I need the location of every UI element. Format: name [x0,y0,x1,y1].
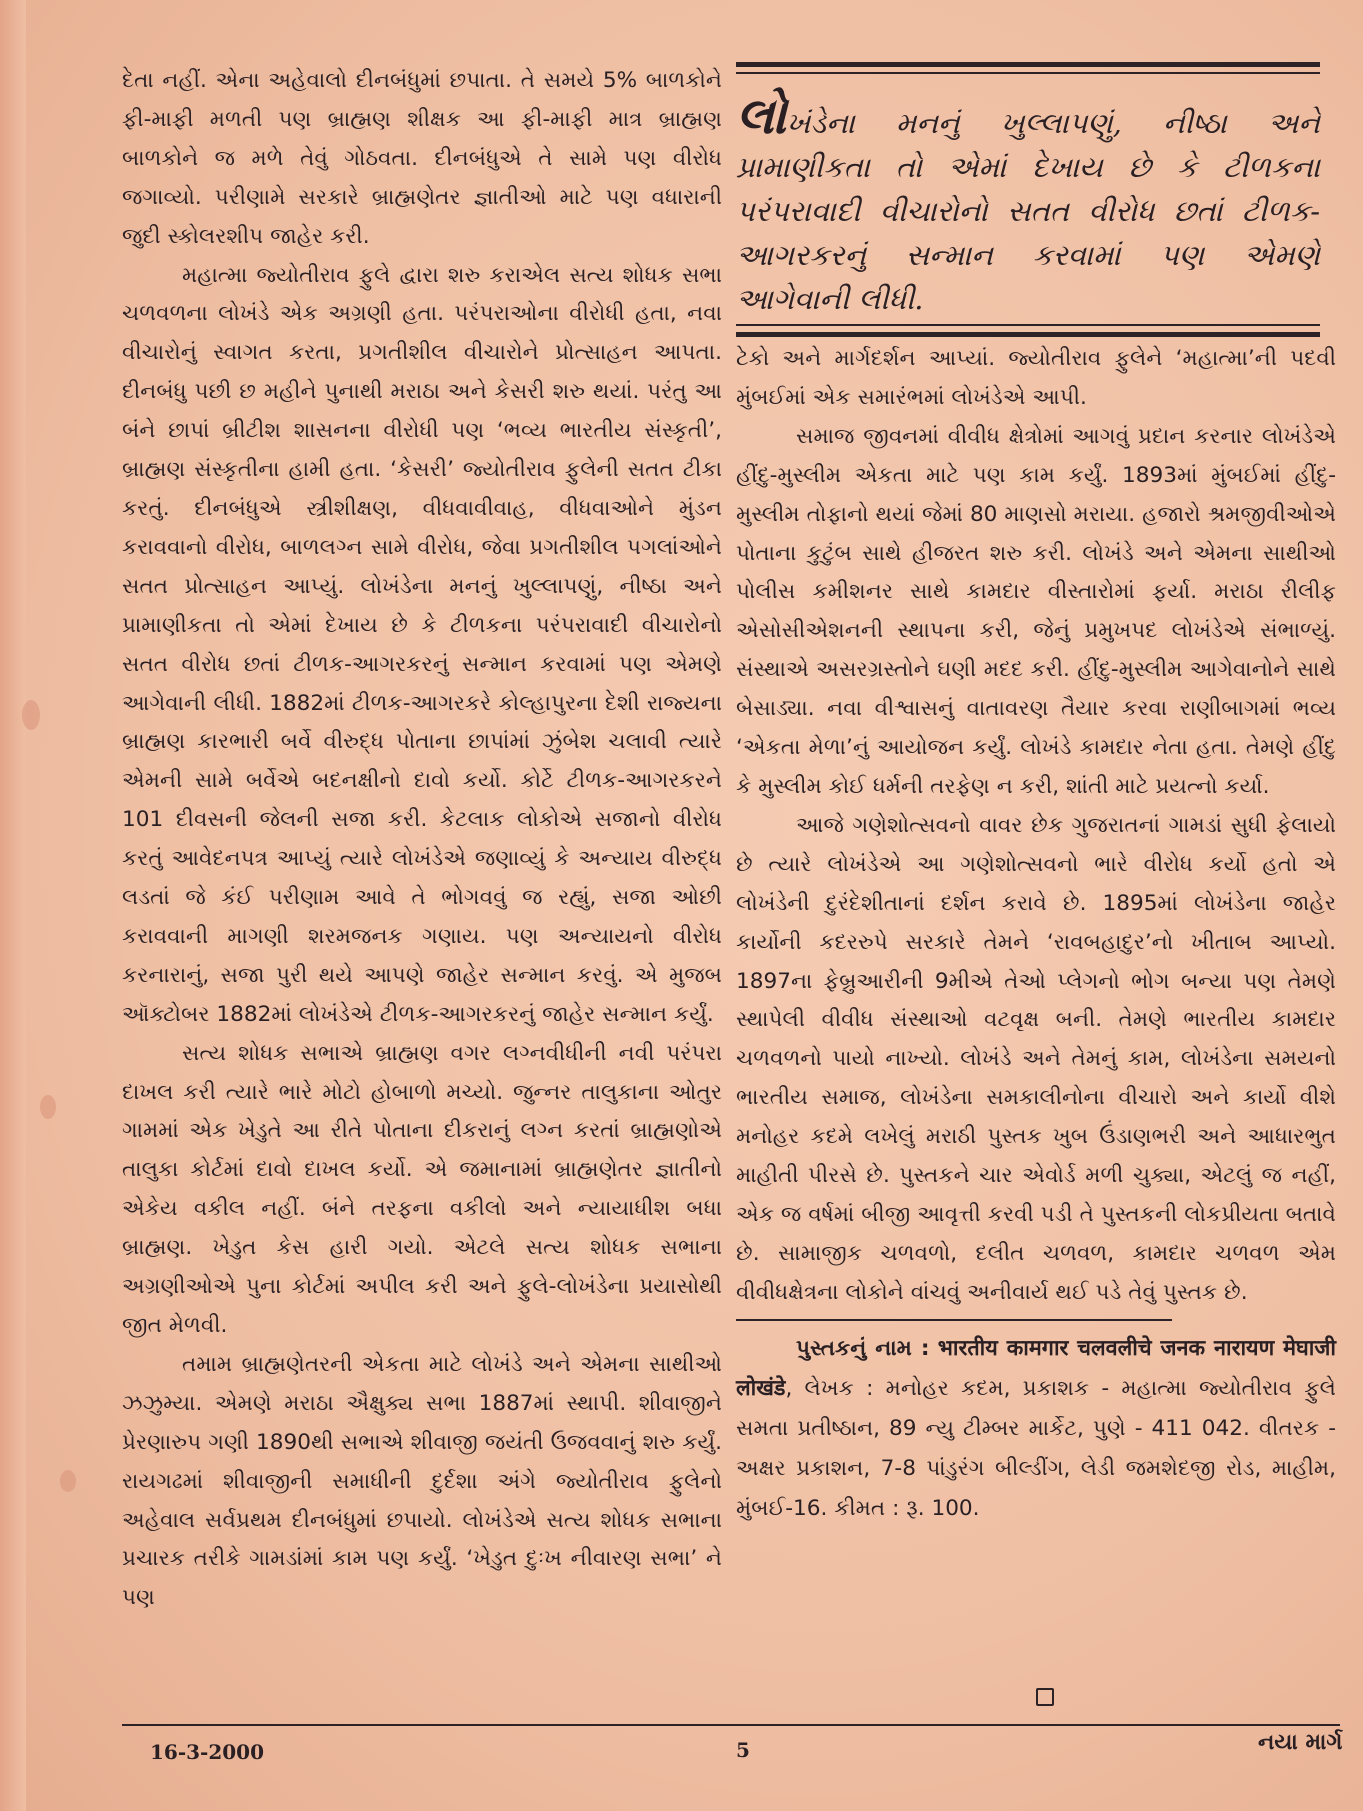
rule-bottom-thin [736,324,1320,326]
pull-quote-box [736,62,1320,340]
article-paragraph: મહાત્મા જ્યોતીરાવ ફુલે દ્વારા શરુ કરાએલ સત્ય શોધક સભા ચળવળના લોખંડે એક અગ્રણી હતા. પરંપરાઓના વીરોધી હતા, નવા વીચારોનું સ્વાગત કરતા, પ્રગતીશીલ વીચારોને પ્રોત્સાહન આપતા. દીનબંધુ પછી છ મહીને પુનાથી મરાઠા અને કેસરી શરુ થયાં. પરંતુ આ બંને છાપાં બ્રીટીશ શાસનના વીરોધી પણ ‘ભવ્ય ભારતીય સંસ્કૃતી’, બ્રાહ્મણ સંસ્કૃતીના હામી હતા. ‘કેસરી’ જ્યોતીરાવ ફુલેની સતત ટીકા કરતું. દીનબંધુએ સ્ત્રીશીક્ષણ, વીધવાવીવાહ, વીધવાઓને મુંડન કરાવવાનો વીરોધ, બાળલગ્ન સામે વીરોધ, જેવા પ્રગતીશીલ પગલાંઓને સતત પ્રોત્સાહન આપ્યું. લોખંડેના મનનું ખુલ્લાપણું, નીષ્ઠા અને પ્રામાણીકતા તો એમાં દેખાય છે કે ટીળકના પરંપરાવાદી વીચારોનો સતત વીરોધ છતાં ટીળક-આગરકરનું સન્માન કરવામાં પણ એમણે આગેવાની લીધી. 1882માં ટીળક-આગરકરે કોલ્હાપુરના દેશી રાજ્યના બ્રાહ્મણ કારભારી બર્વે વીરુદ્ધ પોતાના છાપાંમાં ઝુંબેશ ચલાવી ત્યારે એમની સામે બર્વેએ બદનક્ષીનો દાવો કર્યો. કોર્ટે ટીળક-આગરકરને 101 દીવસની જેલની સજા કરી. કેટલાક લોકોએ સજાનો વીરોધ કરતું આવેદનપત્ર આપ્યું ત્યારે લોખંડેએ જણાવ્યું કે અન્યાય વીરુદ્ધ લડતાં જે કંઈ પરીણામ આવે તે ભોગવવું જ રહ્યું, સજા ઓછી કરાવવાની માગણી શરમજનક ગણાય. પણ અન્યાયનો વીરોધ કરનારાનું, સજા પુરી થયે આપણે જાહેર સન્માન કરવું. એ મુજબ ઑક્ટોબર 1882માં લોખંડેએ ટીળક-આગરકરનું જાહેર સન્માન કર્યું. [122,262,722,1027]
footer-rule [122,1724,1340,1726]
left-column [122,62,722,1618]
torn-left-edge [0,0,26,1811]
article-paragraph: સમાજ જીવનમાં વીવીધ ક્ષેત્રોમાં આગવું પ્રદાન કરનાર લોખંડેએ હીંદુ-મુસ્લીમ એકતા માટે પણ કામ કર્યું. 1893માં મુંબઈમાં હીંદુ-મુસ્લીમ તોફાનો થયાં જેમાં 80 માણસો મરાયા. હજારો શ્રમજીવીઓએ પોતાના કુટુંબ સાથે હીજરત શરુ કરી. લોખંડે અને એમના સાથીઓ પોલીસ કમીશનર સાથે કામદાર વીસ્તારોમાં ફર્યા. મરાઠા રીલીફ એસોસીએશનની સ્થાપના કરી, જેનું પ્રમુખપદ લોખંડેએ સંભાળ્યું. સંસ્થાએ અસરગ્રસ્તોને ઘણી મદદ કરી. હીંદુ-મુસ્લીમ આગેવાનોને સાથે બેસાડ્યા. નવા વીશ્વાસનું વાતાવરણ તૈયાર કરવા રાણીબાગમાં ભવ્ય ‘એકતા મેળા’નું આયોજન કર્યું. લોખંડે કામદાર નેતા હતા. તેમણે હીંદુ કે મુસ્લીમ કોઈ ધર્મની તરફેણ ન કરી, શાંતી માટે પ્રયત્નો કર્યા. [736,423,1336,799]
rule-top-thin [736,72,1320,74]
article-paragraph: આજે ગણેશોત્સવનો વાવર છેક ગુજરાતનાં ગામડાં સુધી ફેલાયો છે ત્યારે લોખંડેએ આ ગણેશોત્સવનો ભારે વીરોધ કર્યો હતો એ લોખંડેની દુરંદેશીતાનાં દર્શન કરાવે છે. 1895માં લોખંડેના જાહેર કાર્યોની કદરરુપે સરકારે તેમને ‘રાવબહાદુર’નો ખીતાબ આપ્યો. 1897ના ફેબ્રુઆરીની 9મીએ તેઓ પ્લેગનો ભોગ બન્યા પણ તેમણે સ્થાપેલી વીવીધ સંસ્થાઓ વટવૃક્ષ બની. તેમણે ભારતીય કામદાર ચળવળનો પાયો નાખ્યો. લોખંડે અને તેમનું કામ, લોખંડેના સમયનો ભારતીય સમાજ, લોખંડેના સમકાલીનોના વીચારો અને કાર્યો વીશે મનોહર કદમે લખેલું મરાઠી પુસ્તક ખુબ ઉંડાણભરી અને આધારભુત માહીતી પીરસે છે. પુસ્તકને ચાર એવોર્ડ મળી ચુક્યા, એટલું જ નહીં, એક જ વર્ષમાં બીજી આવૃત્તી કરવી પડી તે પુસ્તકની લોકપ્રીયતા બતાવે છે. સામાજીક ચળવળો, દલીત ચળવળ, કામદાર ચળવળ એમ વીવીધક્ષેત્રના લોકોને વાંચવું અનીવાર્ય થઈ પડે તેવું પુસ્તક છે. [736,812,1336,1305]
article-paragraph: ટેકો અને માર્ગદર્શન આપ્યાં. જ્યોતીરાવ ફુલેને ‘મહાત્મા’ની પદવી મુંબઈમાં એક સમારંભમાં લોખંડેએ આપી. [736,346,1336,410]
issue-date: 16-3-2000 [150,1740,265,1764]
pull-quote [736,86,1320,321]
end-of-article-mark [1036,1688,1054,1706]
pull-quote-text: ખંડેના મનનું ખુલ્લાપણું, નીષ્ઠા અને પ્રામાણીકતા તો એમાં દેખાય છે કે ટીળકના પરંપરાવાદી વીચારોનો સતત વીરોધ છતાં ટીળક-આગરકરનું સન્માન કરવામાં પણ એમણે આગેવાની લીધી. [736,106,1320,316]
book-reference [736,1329,1336,1529]
rule-bottom [736,332,1320,337]
reference-book-title: भारतीय कामगार चलवलीचे जनक नारायण मेघाजी लोखंडे [736,1335,1336,1401]
drop-cap: લો [736,86,787,145]
reference-label: પુસ્તકનું નામ : [796,1335,930,1361]
article-paragraph: સત્ય શોધક સભાએ બ્રાહ્મણ વગર લગ્નવીધીની નવી પરંપરા દાખલ કરી ત્યારે ભારે મોટો હોબાળો મચ્યો. જુન્નર તાલુકાના ઓતુર ગામમાં એક ખેડુતે આ રીતે પોતાના દીકરાનું લગ્ન કરતાં બ્રાહ્મણોએ તાલુકા કોર્ટમાં દાવો દાખલ કર્યો. એ જમાનામાં બ્રાહ્મણેતર જ્ઞાતીનો એકેય વકીલ નહીં. બંને તરફના વકીલો અને ન્યાયાધીશ બધા બ્રાહ્મણ. ખેડુત કેસ હારી ગયો. એટલે સત્ય શોધક સભાના અગ્રણીઓએ પુના કોર્ટમાં અપીલ કરી અને ફુલે-લોખંડેના પ્રયાસોથી જીત મેળવી. [122,1040,722,1338]
page-tear [60,1470,76,1492]
article-paragraph: દેતા નહીં. એના અહેવાલો દીનબંધુમાં છપાતા. તે સમયે 5% બાળકોને ફી-માફી મળતી પણ બ્રાહ્મણ શીક્ષક આ ફી-માફી માત્ર બ્રાહ્મણ બાળકોને જ મળે તેવું ગોઠવતા. દીનબંધુએ તે સામે પણ વીરોધ જગાવ્યો. પરીણામે સરકારે બ્રાહ્મણેતર જ્ઞાતીઓ માટે પણ વધારાની જુદી સ્કોલરશીપ જાહેર કરી. [122,68,722,249]
publication-title: નયા માર્ગ [1258,1730,1343,1755]
article-paragraph: તમામ બ્રાહ્મણેતરની એકતા માટે લોખંડે અને એમના સાથીઓ ઝઝુમ્યા. એમણે મરાઠા ઐક્ષુક્ય સભા 1887માં સ્થાપી. શીવાજીને પ્રેરણારુપ ગણી 1890થી સભાએ શીવાજી જયંતી ઉજવવાનું શરુ કર્યું. રાયગઢમાં શીવાજીની સમાધીની દુર્દશા અંગે જ્યોતીરાવ ફુલેનો અહેવાલ સર્વપ્રથમ દીનબંધુમાં છપાયો. લોખંડેએ સત્ય શોધક સભાના પ્રચારક તરીકે ગામડાંમાં કામ પણ કર્યું. ‘ખેડુત દુઃખ નીવારણ સભા’ ને પણ [122,1351,722,1611]
rule-top [736,62,1320,67]
page-number: 5 [736,1738,750,1762]
reference-details: , લેખક : મનોહર કદમ, પ્રકાશક - મહાત્મા જ્યોતીરાવ ફુલે સમતા પ્રતીષ્ઠાન, 89 ન્યુ ટીમ્બર માર્કેટ, પુણે - 411 042. વીતરક - અક્ષર પ્રકાશન, 7-8 પાંડુરંગ બીલ્ડીંગ, લેડી જમશેદજી રોડ, માહીમ, મુંબઈ-16. કીમત : રૂ. 100. [736,1375,1336,1521]
reference-divider [736,1319,1172,1321]
right-column [736,340,1336,1529]
page-tear [22,700,40,730]
page-tear [40,1095,56,1119]
